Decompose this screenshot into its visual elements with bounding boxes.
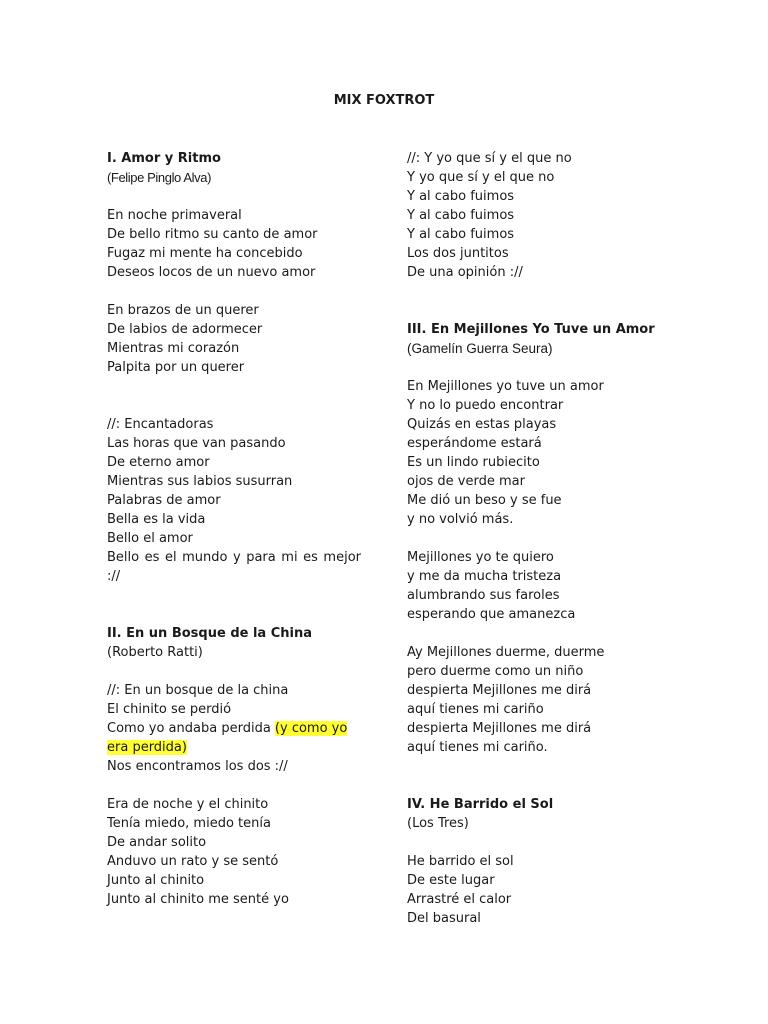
lyric-line: De eterno amor [107, 455, 210, 470]
lyric-line: despierta Mejillones me dirá [407, 683, 592, 698]
lyric-line: Y yo que sí y el que no [407, 170, 555, 185]
lyric-line: Y al cabo fuimos [407, 189, 515, 204]
lyric-line: y no volvió más. [407, 512, 514, 527]
lyric-line: Los dos juntitos [407, 246, 509, 261]
section-heading: III. En Mejillones Yo Tuve un Amor [407, 322, 655, 337]
lyric-line: Me dió un beso y se fue [407, 493, 562, 508]
lyric-line: Palpita por un querer [107, 360, 245, 375]
lyric-line: //: Encantadoras [107, 417, 214, 432]
lyric-line: despierta Mejillones me dirá [407, 721, 592, 736]
lyric-line: Mientras mi corazón [107, 341, 240, 356]
lyric-line: De labios de adormecer [107, 322, 263, 337]
lyric-line: //: En un bosque de la china [107, 683, 289, 698]
lyric-line: y me da mucha tristeza [407, 569, 562, 584]
lyric-line: Bella es la vida [107, 512, 206, 527]
lyric-line: aquí tienes mi cariño. [407, 740, 548, 755]
lyric-line: ojos de verde mar [407, 474, 525, 489]
section-heading: II. En un Bosque de la China [107, 626, 312, 641]
lyric-line: Es un lindo rubiecito [407, 455, 540, 470]
lyric-line: Nos encontramos los dos :// [107, 759, 288, 774]
lyric-line: En noche primaveral [107, 208, 242, 223]
lyric-line: Y al cabo fuimos [407, 208, 515, 223]
section-heading: I. Amor y Ritmo [107, 151, 221, 166]
section-author: (Roberto Ratti) [107, 645, 203, 660]
lyric-line: En brazos de un querer [107, 303, 259, 318]
lyric-line: aquí tienes mi cariño [407, 702, 544, 717]
lyric-line: De este lugar [407, 873, 495, 888]
lyric-line: Y al cabo fuimos [407, 227, 515, 242]
lyric-line: Tenía miedo, miedo tenía [107, 816, 271, 831]
lyric-line: Junto al chinito me senté yo [107, 892, 289, 907]
lyric-line: Deseos locos de un nuevo amor [107, 265, 316, 280]
lyric-line: De una opinión :// [407, 265, 523, 280]
lyric-line: Mientras sus labios susurran [107, 474, 293, 489]
lyric-line: El chinito se perdió [107, 702, 232, 717]
lyric-line: He barrido el sol [407, 854, 514, 869]
section-author: (Gamelín Guerra Seura) [407, 341, 553, 356]
lyric-line: Del basural [407, 911, 481, 926]
lyric-line: Quizás en estas playas [407, 417, 557, 432]
lyric-line: Era de noche y el chinito [107, 797, 269, 812]
left-column [107, 149, 361, 909]
section-author: (Felipe Pinglo Alva) [107, 170, 211, 185]
lyric-line: esperando que amanezca [407, 607, 576, 622]
lyric-line: Mejillones yo te quiero [407, 550, 554, 565]
right-column [407, 149, 677, 928]
section-heading: IV. He Barrido el Sol [407, 797, 554, 812]
lyric-line: Arrastré el calor [407, 892, 512, 907]
lyric-text: Como yo andaba perdida [107, 721, 275, 736]
lyric-line: Ay Mejillones duerme, duerme [407, 645, 605, 660]
lyric-line: Junto al chinito [107, 873, 205, 888]
lyric-line: En Mejillones yo tuve un amor [407, 379, 604, 394]
lyric-line: Fugaz mi mente ha concebido [107, 246, 303, 261]
lyric-line: Palabras de amor [107, 493, 221, 508]
lyric-line: Anduvo un rato y se sentó [107, 854, 279, 869]
lyric-line: pero duerme como un niño [407, 664, 584, 679]
lyric-line: //: Y yo que sí y el que no [407, 151, 572, 166]
lyric-line: esperándome estará [407, 436, 542, 451]
lyric-line-with-highlight [107, 719, 361, 757]
highlighted-text: (y como yo era perdida) [107, 721, 348, 755]
lyric-line: De andar solito [107, 835, 207, 850]
document-title: MIX FOXTROT [333, 93, 435, 108]
lyric-line: alumbrando sus faroles [407, 588, 560, 603]
section-author: (Los Tres) [407, 816, 469, 831]
lyric-line: Bello es el mundo y para mi es mejor :// [107, 550, 361, 584]
lyric-line: Las horas que van pasando [107, 436, 286, 451]
lyric-line: De bello ritmo su canto de amor [107, 227, 318, 242]
lyric-line: Bello el amor [107, 531, 193, 546]
lyric-line: Y no lo puedo encontrar [407, 398, 564, 413]
